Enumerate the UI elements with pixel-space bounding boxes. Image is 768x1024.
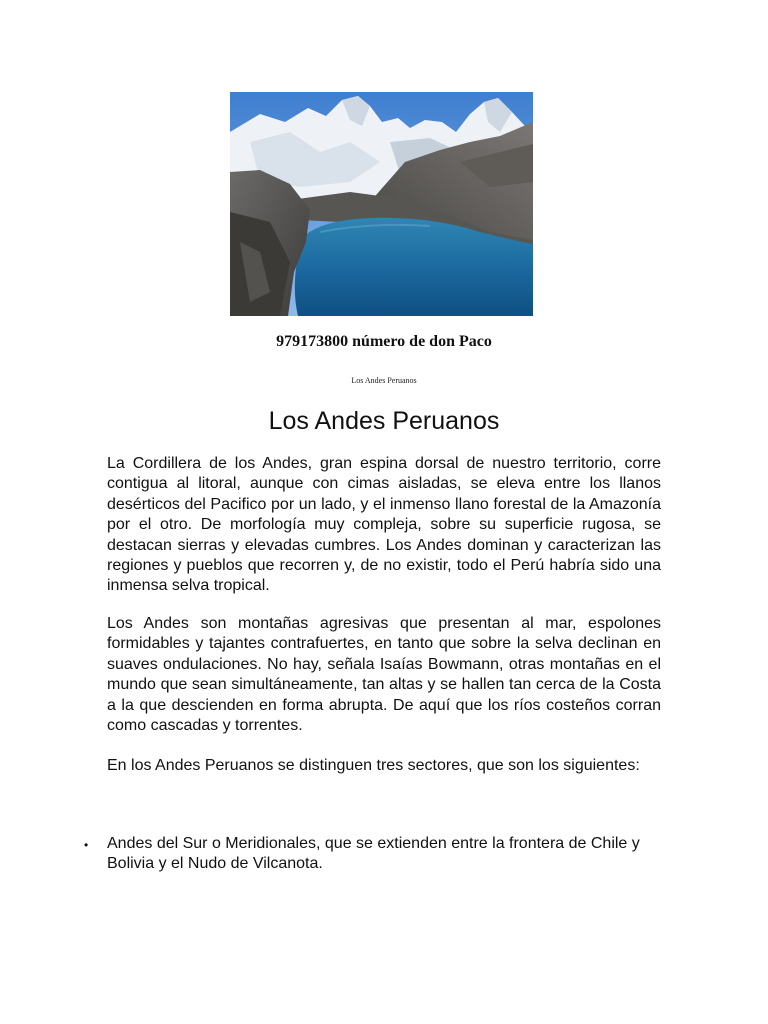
page-title: Los Andes Peruanos	[268, 407, 500, 435]
caption-phone-number: 979173800 número de don Paco	[276, 333, 492, 350]
bullet-text: Andes del Sur o Meridionales, que se extienden entre la frontera de Chile y Bolivia y el Nudo de Vilcanota.	[107, 835, 640, 873]
paragraph-3: En los Andes Peruanos se distinguen tres sectores, que son los siguientes:	[107, 757, 640, 774]
paragraph-2: Los Andes son montañas agresivas que presentan al mar, espolones formidables y tajantes contrafuertes, en tanto que sobre la selva declinan en suaves ondulaciones. No hay, señala Isaías Bowmann, otras montañas en el mundo que sean simultáneamente, tan altas y se hallen tan cerca de la Costa a la que descienden en forma abrupta. De aquí que los ríos costeños corran como cascadas y torrentes.	[107, 615, 661, 735]
bullet-marker: •	[84, 838, 89, 852]
small-title: Los Andes Peruanos	[351, 376, 417, 385]
paragraph-1: La Cordillera de los Andes, gran espina dorsal de nuestro territorio, corre contigua al litoral, aunque con cimas aisladas, se eleva entre los llanos desérticos del Pacifico por un lado, y el inmenso llano forestal de la Amazonía por el otro. De morfología muy compleja, sobre su superficie rugosa, se destacan sierras y elevadas cumbres. Los Andes dominan y caracterizan las regiones y pueblos que recorren y, de no existir, todo el Perú habría sido una inmensa selva tropical.	[107, 455, 661, 595]
andes-lake-photo	[230, 92, 533, 316]
